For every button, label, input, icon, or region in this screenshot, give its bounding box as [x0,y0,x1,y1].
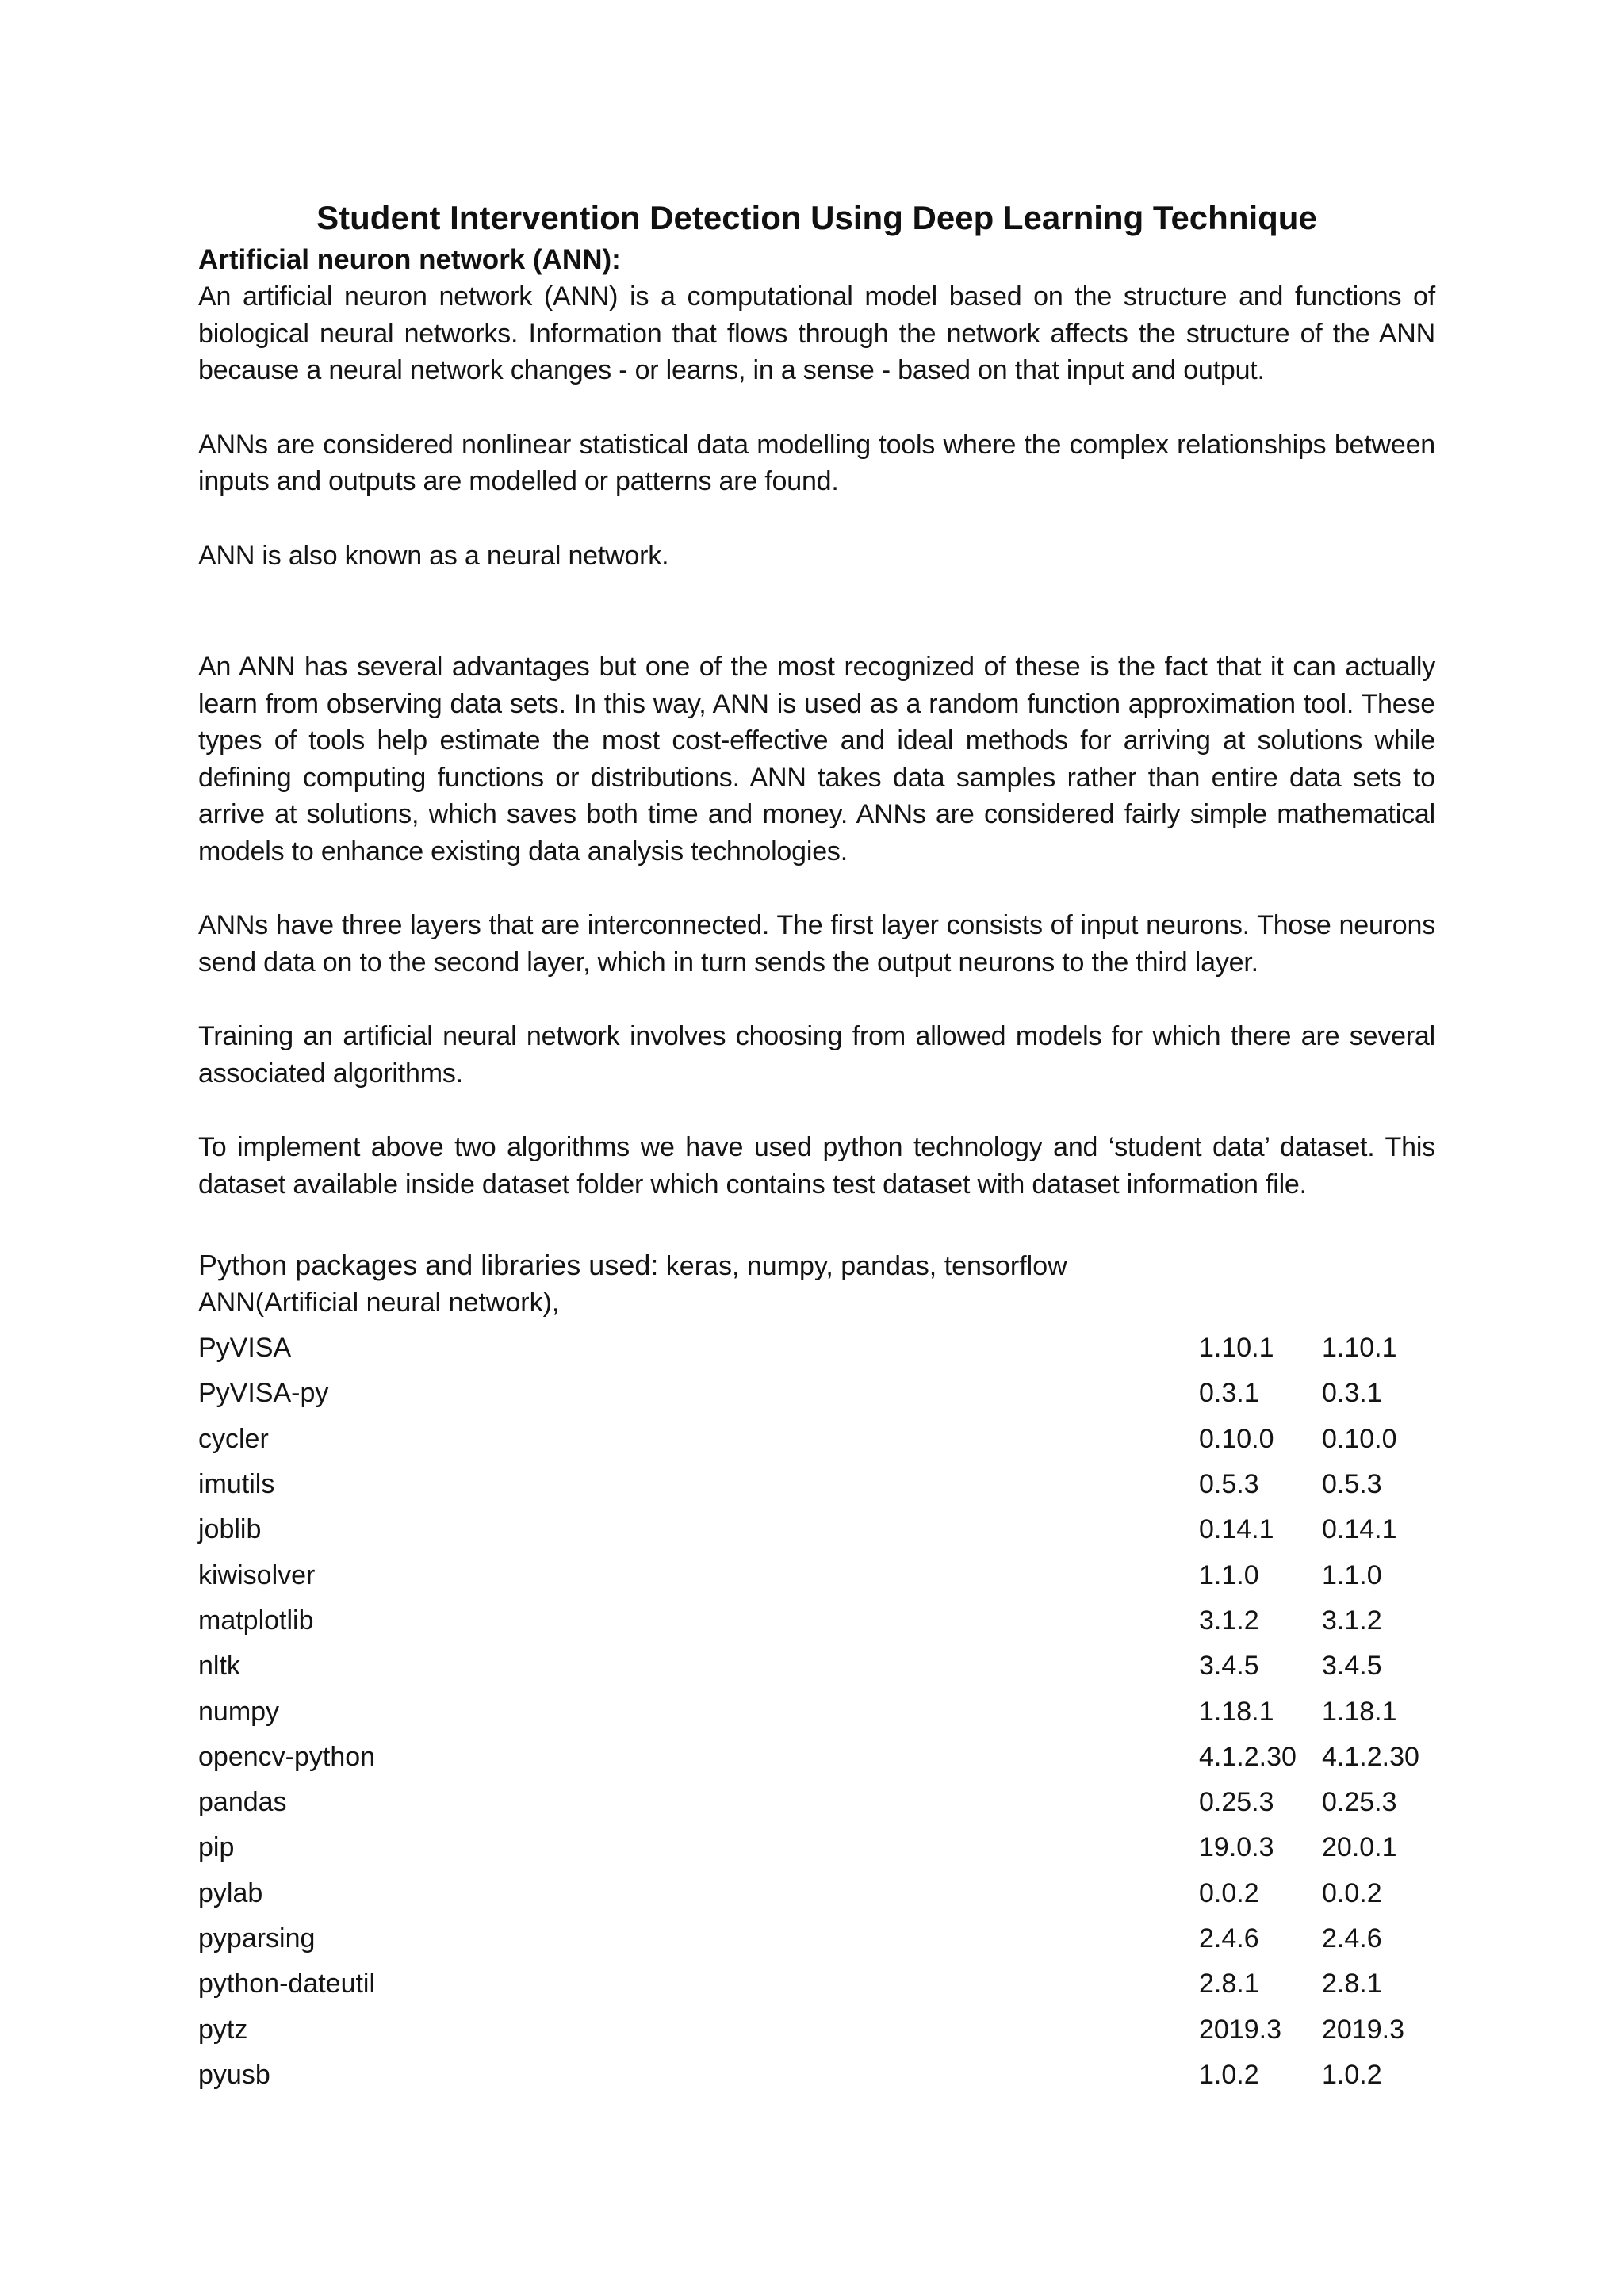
package-version: 3.1.2 [1199,1605,1259,1636]
table-row [198,1598,1435,1644]
package-latest-version: 0.10.0 [1322,1423,1397,1454]
package-latest-version: 2.8.1 [1322,1969,1382,1999]
table-row [198,1825,1435,1870]
table-row [198,1462,1435,1507]
paragraph-nonlinear: ANNs are considered nonlinear statistical data modelling tools where the complex relationships between inputs and outputs are modelled or patterns are found. [198,429,1435,496]
package-name: joblib [198,1514,262,1545]
table-row [198,1735,1435,1780]
package-name: kiwisolver [198,1559,316,1590]
package-version: 0.14.1 [1199,1514,1274,1545]
packages-value: keras, numpy, pandas, tensorflow [658,1251,1067,1281]
table-row [198,1644,1435,1689]
package-name: opencv-python [198,1741,376,1772]
package-version: 0.0.2 [1199,1877,1259,1908]
package-version: 2019.3 [1199,2014,1281,2045]
package-name: pytz [198,2014,248,2045]
package-latest-version: 1.18.1 [1322,1696,1397,1727]
package-version: 0.25.3 [1199,1787,1274,1818]
package-latest-version: 1.1.0 [1322,1559,1382,1590]
packages-label: Python packages and libraries used: [198,1249,659,1281]
table-row [198,2007,1435,2052]
table-row [198,2053,1435,2098]
document-title: Student Intervention Detection Using Deep Learning Technique [316,199,1317,236]
package-latest-version: 4.1.2.30 [1322,1741,1419,1772]
package-name: cycler [198,1423,269,1454]
package-name: nltk [198,1651,240,1682]
table-row [198,1552,1435,1598]
section-heading: Artificial neuron network (ANN): [198,244,621,275]
package-name: pylab [198,1877,263,1908]
package-latest-version: 3.4.5 [1322,1651,1382,1682]
package-name: pip [198,1832,235,1863]
document-page [198,194,1435,2098]
table-row [198,1507,1435,1552]
package-table [198,1326,1435,2098]
package-latest-version: 0.5.3 [1322,1469,1382,1500]
package-version: 19.0.3 [1199,1832,1274,1863]
table-row [198,1780,1435,1825]
package-latest-version: 2.4.6 [1322,1923,1382,1954]
package-name: pandas [198,1787,287,1818]
package-version: 0.3.1 [1199,1378,1259,1409]
package-name: PyVISA [198,1333,292,1364]
package-version: 0.5.3 [1199,1469,1259,1500]
paragraph-implementation: To implement above two algorithms we have used python technology and ‘student data’ dataset. This dataset available inside dataset folder which contains test dataset with dataset information file. [198,1132,1435,1200]
package-latest-version: 2019.3 [1322,2014,1404,2045]
package-latest-version: 1.10.1 [1322,1333,1397,1364]
table-row [198,1689,1435,1734]
package-latest-version: 3.1.2 [1322,1605,1382,1636]
package-version: 2.8.1 [1199,1969,1259,1999]
package-version: 2.4.6 [1199,1923,1259,1954]
package-version: 4.1.2.30 [1199,1741,1297,1772]
paragraph-advantages: An ANN has several advantages but one of the most recognized of these is the fact that it can actually learn from observing data sets. In this way, ANN is used as a random function approximation tool. These types of tools help estimate the most cost-effective and ideal methods for arriving at solutions while defining computing functions or distributions. ANN takes data samples rather than entire data sets to arrive at solutions, which saves both time and money. ANNs are considered fairly simple mathematical models to enhance existing data analysis technologies. [198,652,1435,867]
package-latest-version: 0.14.1 [1322,1514,1397,1545]
package-latest-version: 1.0.2 [1322,2059,1382,2090]
package-name: pyparsing [198,1923,316,1954]
table-row [198,1916,1435,1961]
package-latest-version: 20.0.1 [1322,1832,1397,1863]
paragraph-layers: ANNs have three layers that are interconnected. The first layer consists of input neurons. Those neurons send data on to the second layer, which in turn sends the output neurons to the third layer. [198,910,1435,978]
table-row [198,1371,1435,1416]
package-version: 0.10.0 [1199,1423,1274,1454]
paragraph-alias: ANN is also known as a neural network. [198,540,669,571]
packages-line [198,1247,1435,1284]
table-row [198,1326,1435,1371]
package-version: 3.4.5 [1199,1651,1259,1682]
package-version: 1.18.1 [1199,1696,1274,1727]
package-name: pyusb [198,2059,270,2090]
package-version: 1.10.1 [1199,1333,1274,1364]
package-version: 1.1.0 [1199,1559,1259,1590]
package-name: imutils [198,1469,275,1500]
package-name: python-dateutil [198,1969,376,1999]
table-row [198,1871,1435,1916]
package-latest-version: 0.3.1 [1322,1378,1382,1409]
package-latest-version: 0.25.3 [1322,1787,1397,1818]
package-version: 1.0.2 [1199,2059,1259,2090]
package-name: PyVISA-py [198,1378,329,1409]
package-name: matplotlib [198,1605,314,1636]
package-latest-version: 0.0.2 [1322,1877,1382,1908]
paragraph-definition: An artificial neuron network (ANN) is a computational model based on the structure and functions of biological neural networks. Information that flows through the network affects the structure of the ANN because a neural network changes - or learns, in a sense - based on that input and output. [198,281,1435,385]
ann-line: ANN(Artificial neural network), [198,1288,560,1318]
paragraph-training: Training an artificial neural network involves choosing from allowed models for which there are several associated algorithms. [198,1021,1435,1089]
table-row [198,1417,1435,1462]
package-name: numpy [198,1696,280,1727]
table-row [198,1961,1435,2007]
